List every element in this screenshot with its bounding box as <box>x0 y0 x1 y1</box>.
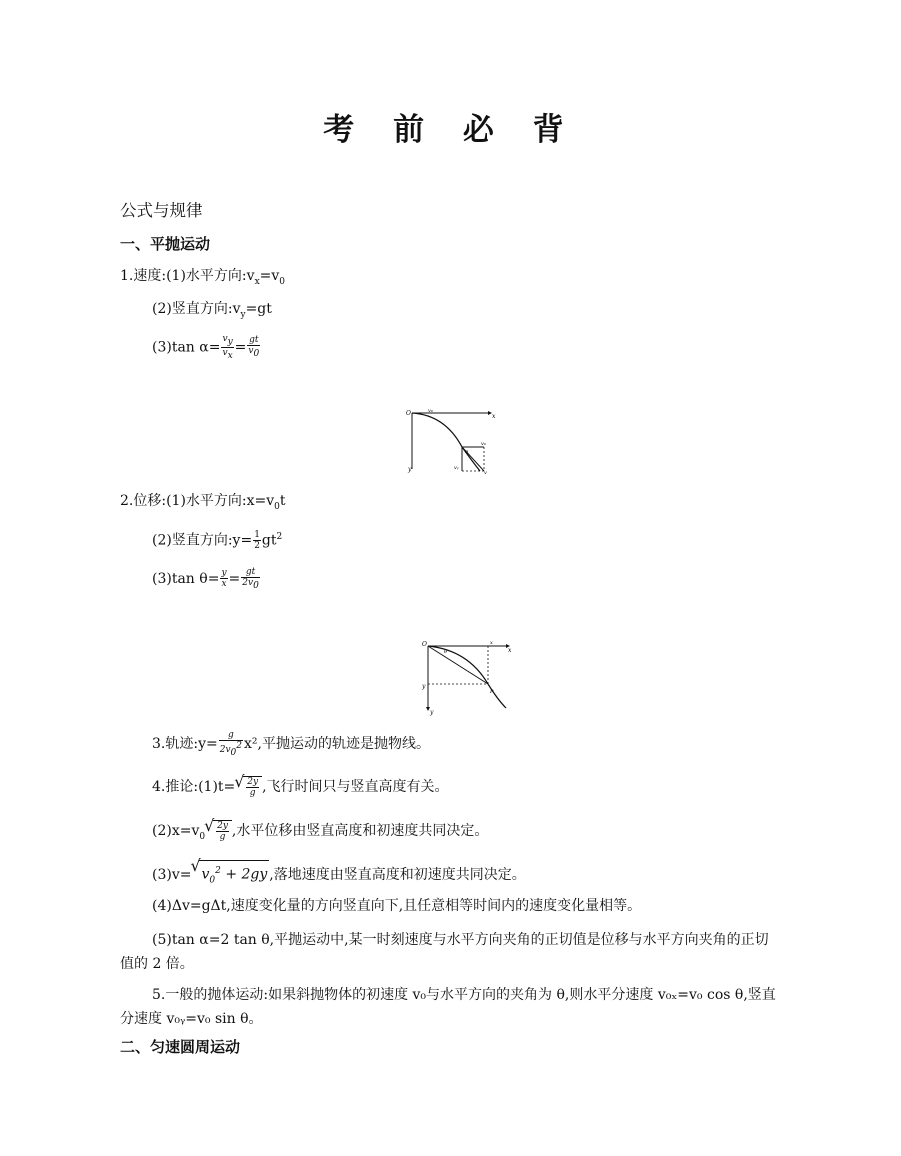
svg-text:v₀: v₀ <box>481 441 486 447</box>
deduction-1-post: ,飞行时间只与竖直高度有关。 <box>262 779 449 795</box>
svg-text:P: P <box>490 689 494 695</box>
svg-text:v₀: v₀ <box>428 408 433 414</box>
page-title: 考 前 必 背 <box>323 112 578 148</box>
fraction: $\frac{g}{2v_0^2}$ <box>219 730 242 758</box>
fraction: $\frac{1}{2}$ <box>254 530 260 552</box>
deduction-2-pre: (2)x=v <box>152 823 200 839</box>
heading-pingpao: 一、平抛运动 <box>120 235 211 253</box>
sqrt: √ $\frac{2y}{g}$ <box>213 820 232 842</box>
svg-text:O: O <box>406 410 411 417</box>
fraction: $\frac{y}{x}$ <box>221 568 227 590</box>
velocity-tan: (3)tan α= $\frac{v_y}{v_x}$ = $\frac{gt}{v_0}$ <box>152 334 260 361</box>
deduction-2-post: ,水平位移由竖直高度和初速度共同决定。 <box>231 823 489 839</box>
sqrt: √ $v_0^2 + 2gy$ <box>199 860 269 890</box>
displacement-v-text: (2)竖直方向:y= <box>152 532 253 549</box>
svg-text:x: x <box>492 413 496 420</box>
svg-text:θ: θ <box>444 649 448 655</box>
svg-text:O: O <box>422 641 427 648</box>
displacement-v-tail: gt <box>261 532 277 549</box>
deduction-3 <box>152 860 526 890</box>
velocity-diagram <box>400 405 500 475</box>
fraction: $\frac{gt}{2v_0}$ <box>242 567 259 591</box>
displacement-diagram <box>418 636 518 716</box>
svg-text:x: x <box>508 647 512 654</box>
deduction-1-pre: 4.推论:(1)t= <box>152 779 236 795</box>
displacement-horizontal: 2.位移:(1)水平方向$:x=v_0t$ <box>120 493 286 512</box>
displacement-tan: (3)tan θ= $\frac{y}{x}$ = $\frac{gt}{2v_0}$ <box>152 567 259 591</box>
velocity-vertical: (2)竖直方向$:v_y=gt$ <box>152 301 272 320</box>
velocity-tan-text: (3)tan α= <box>152 339 221 356</box>
displacement-h-text: (1)水平方向:x=v <box>166 493 275 509</box>
deduction-3-post: ,落地速度由竖直高度和初速度共同决定。 <box>269 867 526 884</box>
trajectory-line <box>152 730 430 758</box>
velocity-horizontal: 1.速度:(1)水平方向$:v_x=v_0$ <box>120 268 286 287</box>
svg-text:v: v <box>484 470 487 475</box>
trajectory-pre: 3.轨迹:y= <box>152 735 218 752</box>
deduction-5: (5)tan α=2 tan θ,平抛运动中,某一时刻速度与水平方向夹角的正切值是位移与水平方向夹角的正切值的 2 倍。 <box>120 932 769 972</box>
deduction-2: $(2)x=v_0$ √ $\frac{2y}{g}$ ,水平位移由竖直高度和初速度共同决定。 <box>152 820 488 847</box>
trajectory-post: x²,平抛运动的轨迹是抛物线。 <box>244 735 430 752</box>
section-heading: 公式与规律 <box>120 201 203 220</box>
svg-text:x: x <box>490 640 493 646</box>
velocity-v-text: (2)竖直方向: <box>152 301 233 317</box>
svg-text:y: y <box>430 709 434 716</box>
deduction-3-pre: (3)v= <box>152 867 192 884</box>
sqrt: √ $\frac{2y}{g}$ <box>243 776 262 798</box>
displacement-vertical: (2)竖直方向:y= $\frac{1}{2}$ $gt^2$ <box>152 530 283 552</box>
svg-text:vᵧ: vᵧ <box>454 465 459 471</box>
displacement-h-tail: t <box>279 493 286 509</box>
velocity-label: 1.速度: <box>120 268 167 284</box>
fraction: $\frac{v_y}{v_x}$ <box>222 334 233 361</box>
deduction-1 <box>152 776 449 798</box>
general-projectile: 5.一般的抛体运动:如果斜抛物体的初速度 v₀与水平方向的夹角为 θ,则水平分速度 v₀ₓ=v₀ cos θ,竖直分速度 v₀ᵧ=v₀ sin θ。 <box>120 987 776 1027</box>
fraction: $\frac{gt}{v_0}$ <box>248 335 260 360</box>
svg-text:y: y <box>408 466 412 473</box>
displacement-tan-text: (3)tan θ= <box>152 570 220 587</box>
displacement-label: 2.位移: <box>120 493 167 509</box>
deduction-4: (4)Δv=gΔt,速度变化量的方向竖直向下,且任意相等时间内的速度变化量相等。 <box>152 898 642 914</box>
velocity-h-text: (1)水平方向: <box>166 268 247 284</box>
svg-text:y: y <box>422 683 426 690</box>
heading-yuanzhou: 二、匀速圆周运动 <box>120 1038 241 1056</box>
svg-text:α: α <box>465 449 469 455</box>
